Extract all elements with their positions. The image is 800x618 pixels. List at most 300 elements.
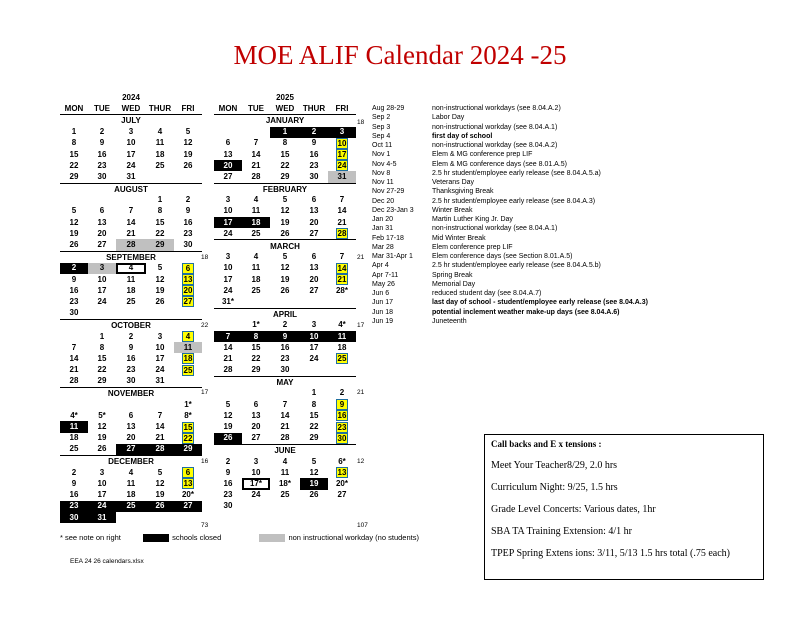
day-cell: 7 [253, 138, 259, 148]
day-cell [328, 501, 356, 512]
day-cell [174, 512, 202, 523]
day-cell: 26 [146, 501, 174, 512]
event-date: Nov 1 [372, 151, 391, 159]
day-cell: 5 [157, 467, 163, 477]
day-cell [300, 365, 328, 377]
day-cell: 15 [280, 149, 290, 159]
month-day-count: 17 [201, 389, 209, 396]
day-cell [328, 149, 356, 160]
marker-box: 16 [337, 411, 347, 421]
event-text: Mid Winter Break [432, 234, 486, 242]
event-row [372, 243, 648, 252]
event-text: Elem conference days (see Section 8.01.A.5) [432, 253, 573, 260]
day-cell: 1* [252, 320, 260, 330]
day-cell [60, 399, 88, 410]
day-cell [60, 195, 88, 206]
day-cell: 23 [183, 228, 193, 238]
day-cell: 16 [223, 478, 233, 488]
total-days: 107 [357, 522, 368, 529]
left-calendar-table [60, 92, 202, 523]
month-name: DECEMBER [60, 456, 202, 468]
day-cell: 6* [338, 456, 346, 466]
day-cell: 19 [300, 478, 328, 489]
event-date: Sep 2 [372, 114, 391, 122]
day-cell [242, 127, 270, 138]
day-cell [328, 410, 356, 421]
day-cell: 16 [309, 149, 319, 159]
event-text: non-instructional workday (see 8.04.A.1) [432, 225, 558, 233]
day-cell: 31 [155, 376, 165, 386]
month-name: FEBRUARY [214, 183, 356, 195]
day-cell: 17 [155, 353, 165, 363]
day-cell: 5 [282, 252, 288, 262]
event-text: 2.5 hr student/employee early release (see 8.04.A.3) [432, 197, 596, 205]
day-cell: 15 [251, 342, 261, 352]
day-cell: 6 [99, 206, 105, 216]
day-cell: 14 [126, 217, 136, 227]
marker-box: 22 [183, 433, 193, 443]
marker-box: 14 [337, 263, 347, 273]
day-cell [270, 388, 300, 399]
day-cell: 25 [280, 490, 290, 500]
day-cell: 10 [97, 478, 107, 488]
day-cell: 16 [126, 353, 136, 363]
event-text: Elem & MG conference days (see 8.01.A.5) [432, 160, 568, 168]
event-date: Jun 19 [372, 317, 394, 325]
day-cell: 22 [309, 422, 319, 432]
day-cell: 10 [97, 274, 107, 284]
event-date: Nov 8 [372, 169, 391, 177]
day-cell: 4 [128, 467, 134, 477]
day-cell: 9 [225, 467, 231, 477]
day-cell: 21 [155, 433, 165, 443]
day-cell: 30 [223, 501, 233, 511]
month-name: JULY [60, 115, 202, 127]
day-cell: 24 [223, 228, 233, 238]
day-cell: 14 [155, 422, 165, 432]
day-cell: 3 [99, 467, 105, 477]
day-cell: 4 [253, 252, 259, 262]
day-cell: 8 [157, 206, 163, 216]
day-cell: 18 [69, 433, 79, 443]
day-cell: 29 [97, 376, 107, 386]
day-cell: 8 [242, 331, 270, 342]
day-cell: 12 [69, 217, 79, 227]
event-date: Dec 23-Jan 3 [372, 206, 414, 214]
day-cell: 18* [278, 478, 291, 488]
day-cell: 9 [71, 478, 77, 488]
day-cell: 4 [253, 195, 259, 205]
day-cell: 28 [251, 171, 261, 181]
weekday-header: THUR [300, 103, 328, 115]
marker-box: 25 [337, 354, 347, 364]
total-days: 73 [201, 522, 209, 529]
callback-line: Grade Level Concerts: Various dates, 1hr [491, 504, 656, 515]
event-date: Jun 6 [372, 290, 390, 297]
day-cell: 7 [339, 195, 345, 205]
marker-box: 30 [337, 433, 347, 443]
day-cell: 20 [97, 228, 107, 238]
month-day-count: 12 [357, 458, 365, 465]
month-day-count: 21 [357, 389, 365, 396]
day-cell: 31 [88, 512, 116, 523]
day-cell: 23 [223, 490, 233, 500]
day-cell: 24 [223, 285, 233, 295]
day-cell: 12 [183, 138, 193, 148]
event-row [372, 169, 648, 178]
event-text: non-instructional workday (see 8.04.A.2) [432, 142, 558, 149]
day-cell: 8 [99, 342, 105, 352]
event-row [372, 215, 648, 224]
event-date: Sep 3 [372, 123, 391, 131]
file-name: EEA 24 26 calendars.xlsx [70, 558, 144, 565]
day-cell: 5 [311, 456, 317, 466]
event-row [372, 289, 648, 298]
day-cell: 19 [280, 274, 290, 284]
day-cell: 21 [126, 228, 136, 238]
day-cell [146, 399, 174, 410]
day-cell: 4 [157, 127, 163, 137]
day-cell: 30 [183, 240, 193, 250]
day-cell [174, 274, 202, 285]
day-cell: 3 [225, 195, 231, 205]
day-cell [174, 365, 202, 376]
month-day-count: 17 [357, 322, 365, 329]
day-cell [300, 501, 328, 512]
day-cell [328, 138, 356, 149]
marker-box: 15 [183, 422, 193, 432]
day-cell: 16 [97, 149, 107, 159]
year-label: 2025 [276, 93, 294, 103]
day-cell: 2 [99, 127, 105, 137]
day-cell: 29 [251, 365, 261, 375]
day-cell: 24 [88, 501, 116, 512]
marker-box: 9 [336, 399, 348, 410]
day-cell: 15 [69, 149, 79, 159]
event-text: Elem & MG conference prep LIF [432, 151, 533, 159]
legend-note: * see note on right [60, 533, 121, 542]
weekday-header: MON [214, 103, 242, 115]
event-row [372, 252, 648, 261]
day-cell: 30 [69, 308, 79, 318]
day-cell: 25 [251, 285, 261, 295]
day-cell: 8* [184, 410, 192, 420]
event-row [372, 104, 648, 113]
event-row [372, 234, 648, 243]
marker-box: 25 [183, 365, 193, 375]
day-cell [174, 421, 202, 432]
day-cell: 1 [157, 195, 163, 205]
event-text: Spring Break [432, 271, 473, 279]
event-text: Labor Day [432, 114, 465, 122]
day-cell: 27 [251, 433, 261, 443]
event-row [372, 178, 648, 187]
day-cell: 26 [280, 228, 290, 238]
day-cell: 23 [97, 160, 107, 170]
day-cell: 29 [174, 444, 202, 456]
event-text: Martin Luther King Jr. Day [432, 216, 513, 223]
day-cell: 2 [282, 320, 288, 330]
marker-box: 13 [337, 468, 347, 478]
weekday-header: WED [270, 103, 300, 115]
day-cell: 12 [155, 478, 165, 488]
events-list [372, 104, 648, 326]
event-text: non-instructional workdays (see 8.04.A.2) [432, 105, 561, 112]
day-cell [328, 433, 356, 445]
day-cell [242, 388, 270, 399]
marker-box: 6 [182, 263, 194, 274]
marker-box: 27 [183, 297, 193, 307]
day-cell: 24 [155, 365, 165, 375]
day-cell [328, 353, 356, 364]
event-date: May 26 [372, 280, 395, 288]
day-cell: 11 [328, 331, 356, 342]
event-text: Elem conference prep LIF [432, 243, 513, 251]
day-cell: 6 [128, 410, 134, 420]
event-date: Apr 4 [372, 262, 389, 270]
day-cell [116, 399, 146, 410]
legend-nonins-swatch [259, 534, 285, 542]
day-cell: 24 [309, 353, 319, 363]
day-cell: 20 [309, 274, 319, 284]
day-cell: 11 [155, 138, 165, 148]
marker-box: 4 [182, 331, 194, 342]
legend-closed-swatch [143, 534, 169, 542]
day-cell: 19 [69, 228, 79, 238]
event-text: Veterans Day [432, 179, 475, 186]
weekday-header: FRI [174, 103, 202, 115]
day-cell: 28 [146, 444, 174, 456]
day-cell: 11 [280, 467, 290, 477]
day-cell: 14 [280, 410, 290, 420]
event-row [372, 271, 648, 280]
event-date: Jan 31 [372, 225, 394, 233]
day-cell: 11 [251, 206, 261, 216]
day-cell: 21 [337, 217, 347, 227]
day-cell [174, 296, 202, 307]
month-name: MARCH [214, 240, 356, 252]
day-cell: 4 [282, 456, 288, 466]
day-cell [214, 127, 242, 138]
day-cell: 31 [126, 171, 136, 181]
day-cell: 7 [214, 331, 242, 342]
day-cell [174, 353, 202, 364]
day-cell [174, 308, 202, 320]
day-cell: 27 [116, 444, 146, 456]
event-text: 2.5 hr student/employee early release (see 8.04.A.5.b) [432, 262, 601, 270]
day-cell: 25 [155, 160, 165, 170]
day-cell: 27 [337, 490, 347, 500]
day-cell [328, 399, 356, 410]
day-cell: 30 [309, 171, 319, 181]
right-calendar-table [214, 92, 356, 512]
day-cell: 11 [251, 263, 261, 273]
event-row [372, 150, 648, 159]
day-cell: 18 [155, 149, 165, 159]
day-cell: 10 [155, 342, 165, 352]
day-cell: 28 [69, 376, 79, 386]
event-date: Oct 11 [372, 142, 393, 149]
day-cell: 12 [309, 467, 319, 477]
day-cell: 26 [97, 444, 107, 454]
day-cell: 20 [126, 433, 136, 443]
day-cell: 22 [155, 228, 165, 238]
day-cell: 30 [60, 512, 88, 523]
day-cell: 18 [337, 342, 347, 352]
day-cell: 23 [280, 353, 290, 363]
day-cell: 3 [328, 127, 356, 138]
day-cell: 22 [251, 353, 261, 363]
day-cell: 20* [181, 490, 194, 500]
month-day-count: 18 [201, 254, 209, 261]
day-cell: 3 [311, 320, 317, 330]
event-row [372, 298, 648, 307]
day-cell [214, 388, 242, 399]
day-cell: 20 [309, 217, 319, 227]
day-cell: 3 [225, 252, 231, 262]
weekday-header: WED [116, 103, 146, 115]
day-cell: 19 [97, 433, 107, 443]
day-cell: 22 [280, 160, 290, 170]
day-cell: 19 [280, 217, 290, 227]
event-text: first day of school [432, 132, 493, 140]
day-cell: 5 [282, 195, 288, 205]
day-cell: 1 [99, 331, 105, 341]
day-cell: 21 [251, 160, 261, 170]
day-cell: 24 [97, 296, 107, 306]
day-cell: 16 [69, 490, 79, 500]
month-day-count: 18 [357, 119, 365, 126]
event-date: Feb 17-18 [372, 234, 404, 242]
day-cell: 2 [225, 456, 231, 466]
month-name: AUGUST [60, 183, 202, 195]
day-cell: 12 [280, 263, 290, 273]
marker-box: 28 [337, 229, 347, 239]
day-cell: 3 [253, 456, 259, 466]
event-text: non-instructional workday (see 8.04.A.1) [432, 123, 558, 131]
day-cell [270, 296, 300, 308]
day-cell: 13 [309, 263, 319, 273]
event-row [372, 160, 648, 169]
event-text: Thanksgiving Break [432, 188, 494, 196]
day-cell: 20 [214, 160, 242, 171]
day-cell [88, 195, 116, 206]
day-cell: 26 [155, 296, 165, 306]
day-cell [242, 501, 270, 512]
day-cell [116, 308, 146, 320]
day-cell: 27 [309, 228, 319, 238]
day-cell: 26 [309, 490, 319, 500]
day-cell: 21 [280, 422, 290, 432]
day-cell: 19 [183, 149, 193, 159]
day-cell: 17 [97, 490, 107, 500]
day-cell: 16 [69, 285, 79, 295]
day-cell: 1 [270, 127, 300, 138]
event-date: Nov 27-29 [372, 188, 405, 196]
day-cell [174, 263, 202, 274]
day-cell [328, 467, 356, 478]
day-cell: 9 [270, 331, 300, 342]
event-row [372, 141, 648, 150]
day-cell: 6 [225, 138, 231, 148]
day-cell: 18 [242, 217, 270, 228]
day-cell: 11 [60, 421, 88, 432]
day-cell: 18 [126, 490, 136, 500]
month-day-count: 22 [201, 322, 209, 329]
day-cell: 2 [71, 467, 77, 477]
day-cell: 13 [97, 217, 107, 227]
day-cell [300, 296, 328, 308]
day-cell: 13 [223, 149, 233, 159]
day-cell [214, 320, 242, 331]
day-cell: 20 [251, 422, 261, 432]
day-cell: 5* [98, 410, 106, 420]
event-date: Jun 17 [372, 299, 394, 307]
day-cell: 14 [223, 342, 233, 352]
day-cell [328, 296, 356, 308]
day-cell: 20* [335, 478, 348, 488]
day-cell: 4 [116, 263, 146, 274]
day-cell: 26 [214, 433, 242, 445]
day-cell: 5 [71, 206, 77, 216]
day-cell: 14 [69, 353, 79, 363]
day-cell: 9 [311, 138, 317, 148]
event-date: Aug 28-29 [372, 105, 405, 112]
day-cell: 30 [97, 171, 107, 181]
day-cell: 14 [337, 206, 347, 216]
marker-box: 20 [183, 286, 193, 296]
year-label: 2024 [122, 93, 140, 103]
day-cell: 3 [157, 331, 163, 341]
day-cell: 2 [60, 263, 88, 274]
day-cell: 23 [69, 296, 79, 306]
day-cell: 5 [185, 127, 191, 137]
callback-line: TPEP Spring Extens ions: 3/11, 5/13 1.5 hrs total (.75 each) [491, 548, 730, 559]
day-cell [88, 399, 116, 410]
day-cell: 29 [280, 171, 290, 181]
day-cell: 9 [185, 206, 191, 216]
day-cell: 7 [157, 410, 163, 420]
day-cell: 12 [280, 206, 290, 216]
event-row [372, 187, 648, 196]
day-cell: 7 [282, 399, 288, 409]
event-text: potential inclement weather make-up days (see 8.04.A.6) [432, 308, 620, 316]
day-cell: 7 [339, 252, 345, 262]
day-cell: 31* [221, 296, 234, 306]
day-cell: 23 [309, 160, 319, 170]
day-cell: 5 [157, 263, 163, 273]
day-cell [174, 467, 202, 478]
day-cell: 10 [300, 331, 328, 342]
day-cell: 11 [174, 342, 202, 353]
legend [60, 533, 419, 542]
day-cell [174, 285, 202, 296]
day-cell: 6 [311, 252, 317, 262]
callback-line: SBA TA Training Extension: 4/1 hr [491, 526, 632, 537]
day-cell: 9 [99, 138, 105, 148]
event-date: Apr 7-11 [372, 271, 399, 279]
day-cell [116, 512, 146, 523]
marker-box: 24 [337, 161, 347, 171]
day-cell: 11 [126, 274, 136, 284]
day-cell: 31 [328, 171, 356, 183]
weekday-header: MON [60, 103, 88, 115]
day-cell: 26 [183, 160, 193, 170]
day-cell [328, 160, 356, 171]
day-cell: 18 [251, 274, 261, 284]
day-cell: 10 [223, 206, 233, 216]
day-cell: 1 [311, 388, 317, 398]
